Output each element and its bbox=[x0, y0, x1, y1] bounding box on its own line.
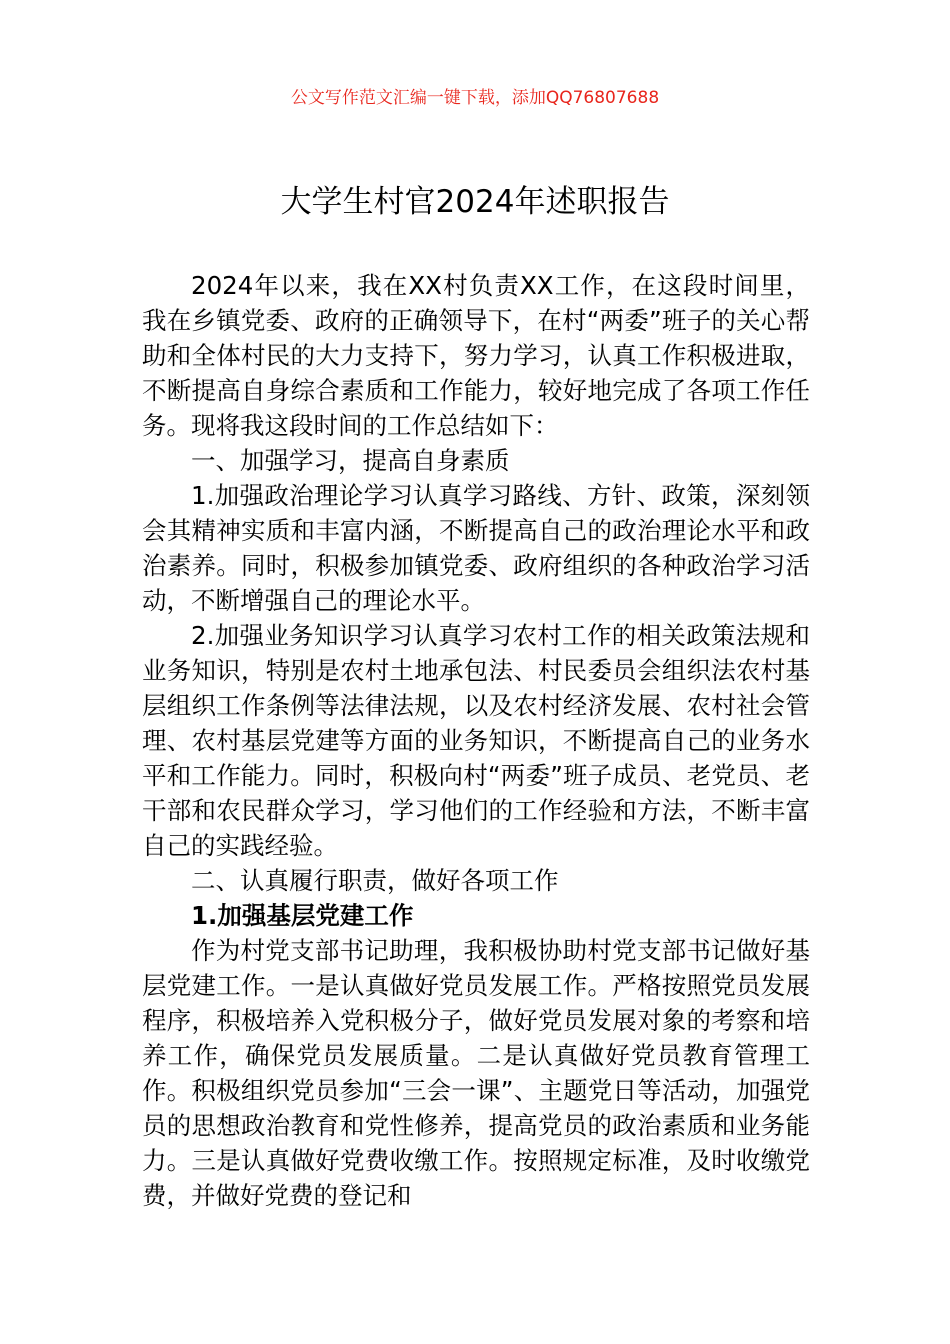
section-2-sub-1-paragraph: 作为村党支部书记助理，我积极协助村党支部书记做好基层党建工作。一是认真做好党员发展工作。严格按照党员发展程序，积极培养入党积极分子，做好党员发展对象的考察和培养工作，确保党员发展质量。二是认真做好党员教育管理工作。积极组织党员参加“三会一课”、主题党日等活动，加强党员的思想政治教育和党性修养，提高党员的政治素质和业务能力。三是认真做好党费收缴工作。按照规定标准，及时收缴党费，并做好党费的登记和 bbox=[142, 936, 810, 1210]
download-promo-note: 公文写作范文汇编一键下载，添加QQ76807688 bbox=[290, 88, 660, 108]
section-1-paragraph-2: 2.加强业务知识学习认真学习农村工作的相关政策法规和业务知识，特别是农村土地承包法、村民委员会组织法农村基层组织工作条例等法律法规，以及农村经济发展、农村社会管理、农村基层党建等方面的业务知识，不断提高自己的业务水平和工作能力。同时，积极向村“两委”班子成员、老党员、老干部和农民群众学习，学习他们的工作经验和方法，不断丰富自己的实践经验。 bbox=[142, 621, 810, 860]
section-1-paragraph-1: 1.加强政治理论学习认真学习路线、方针、政策，深刻领会其精神实质和丰富内涵，不断提高自己的政治理论水平和政治素养。同时，积极参加镇党委、政府组织的各种政治学习活动，不断增强自己的理论水平。 bbox=[142, 481, 810, 615]
document-body bbox=[142, 268, 810, 1213]
intro-paragraph: 2024年以来，我在XX村负责XX工作，在这段时间里，我在乡镇党委、政府的正确领导下，在村“两委”班子的关心帮助和全体村民的大力支持下，努力学习，认真工作积极进取，不断提高自身综合素质和工作能力，较好地完成了各项工作任务。现将我这段时间的工作总结如下： bbox=[142, 271, 810, 440]
section-2-subheading-1: 1.加强基层党建工作 bbox=[191, 901, 414, 930]
section-2-heading: 二、认真履行职责，做好各项工作 bbox=[191, 866, 559, 895]
section-1-heading: 一、加强学习，提高自身素质 bbox=[191, 446, 510, 475]
document-title: 大学生村官2024年述职报告 bbox=[280, 184, 670, 220]
